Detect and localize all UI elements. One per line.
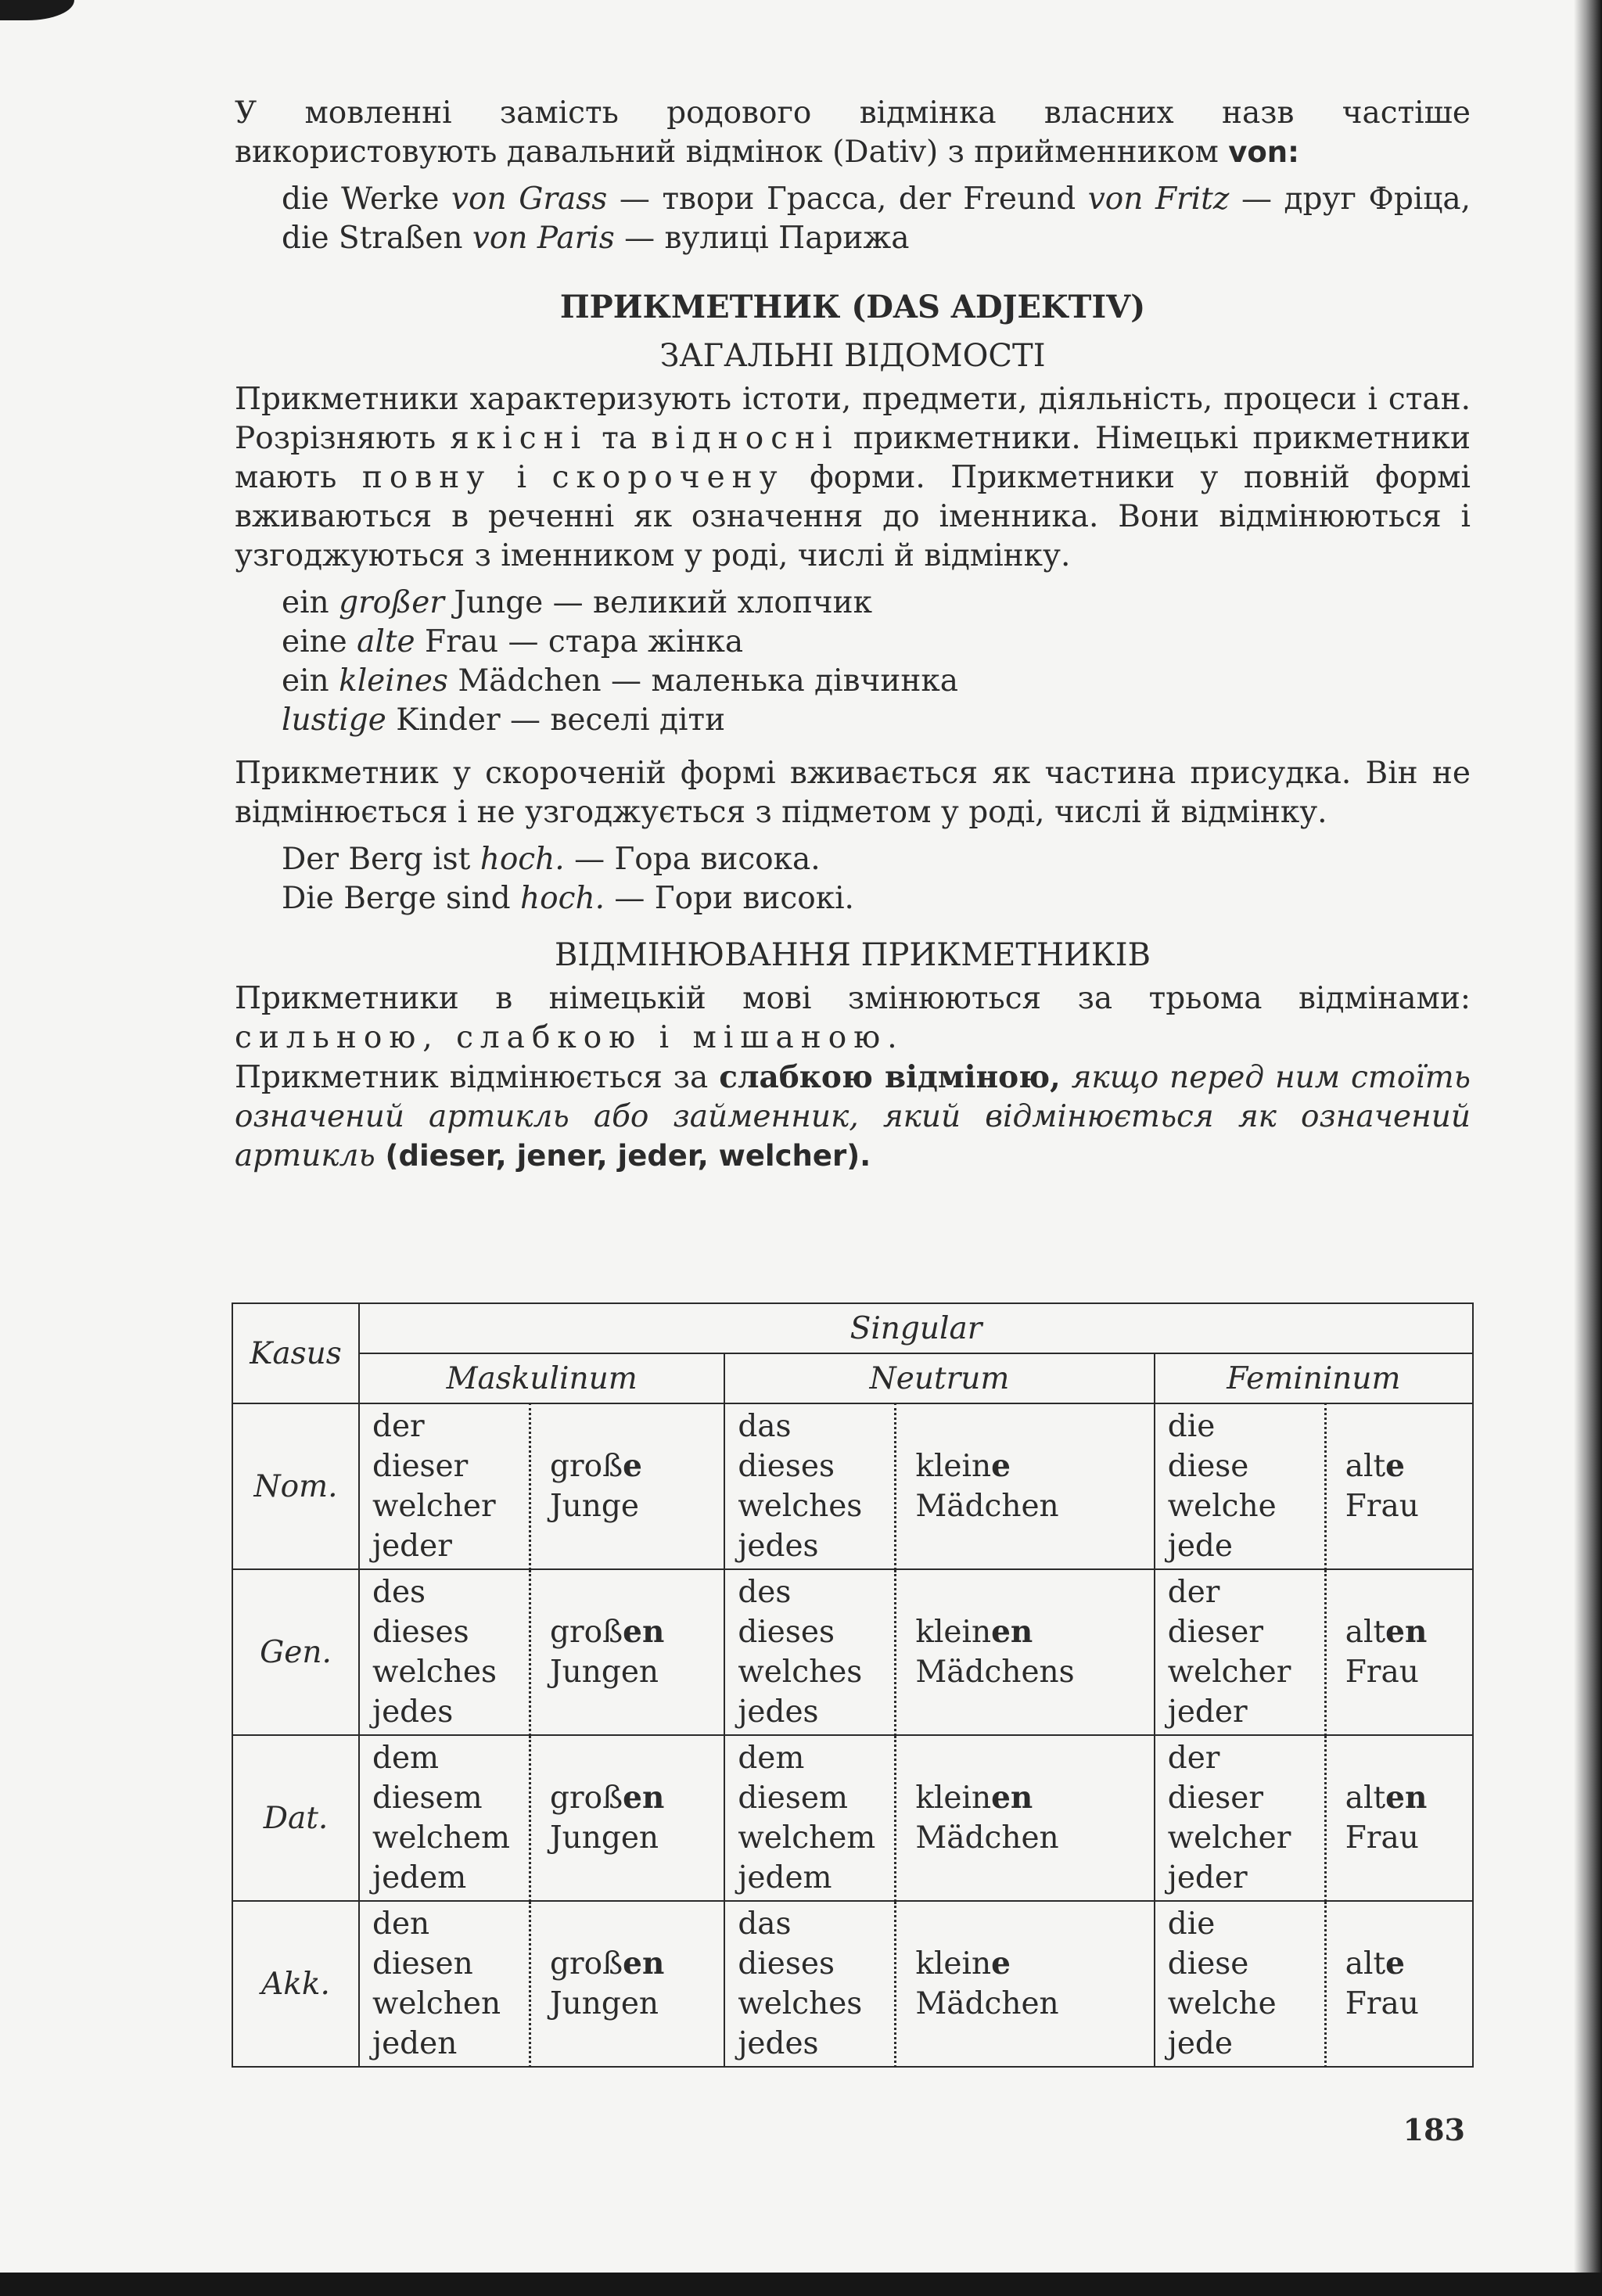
adjective — [915, 1778, 1153, 1818]
adj-ending: e — [623, 1448, 642, 1484]
section-subtitle-general: ЗАГАЛЬНІ ВІДОМОСТІ — [659, 338, 1046, 374]
article: jedes — [372, 1694, 454, 1730]
article: dieses — [738, 1449, 835, 1484]
article: jeder — [1167, 1860, 1248, 1895]
paragraph-declensions — [235, 979, 1471, 1058]
adj-stem: groß — [550, 1449, 623, 1484]
adjective — [550, 1612, 724, 1652]
articles-neutrum — [724, 1403, 896, 1569]
ex-post: Kinder — веселі діти — [386, 702, 726, 738]
article: jeden — [372, 2026, 458, 2061]
p1-c: та — [587, 421, 652, 456]
article: dieser — [1167, 1615, 1264, 1650]
header-femininum: Femininum — [1155, 1353, 1473, 1403]
p1-f: повну — [361, 460, 492, 495]
adjective-femininum — [1325, 1901, 1473, 2067]
example-line — [282, 662, 1471, 701]
scan-shadow-bottom-edge — [0, 2273, 1602, 2296]
adjective — [1345, 1944, 1472, 1984]
adj-stem: groß — [550, 1946, 623, 1982]
articles-maskulinum — [359, 1901, 530, 2067]
adjective-neutrum — [896, 1569, 1155, 1735]
intro-ex-d: von Fritz — [1087, 181, 1230, 217]
article: welche — [1167, 1489, 1277, 1524]
p1-g: і — [491, 460, 552, 495]
adj-stem: alt — [1345, 1449, 1386, 1484]
noun: Jungen — [550, 1820, 659, 1856]
adj-stem: alt — [1345, 1615, 1386, 1650]
adj-stem: klein — [915, 1615, 992, 1650]
ex-adj: hoch. — [520, 881, 605, 916]
p1-i: форми. Прикметники у повній формі вживаються в реченні як означення до іменника. Вони відмінюються і узгоджуються з іменником у роді, числі й відмінку. — [235, 460, 1471, 573]
adj-ending: en — [623, 1780, 665, 1816]
intro-text: У мовленні замість родового відмінка власних назв частіше використовують давальний відмінок (Dativ) з прийменником — [235, 95, 1471, 170]
article: die — [1167, 1409, 1216, 1444]
article: diese — [1167, 1946, 1249, 1982]
examples-full-form — [235, 584, 1471, 740]
case-label: Dat. — [232, 1735, 359, 1901]
article: welches — [738, 1986, 863, 2021]
example-line — [282, 584, 1471, 623]
article: welchen — [372, 1986, 501, 2021]
noun: Frau — [1345, 1820, 1419, 1856]
header-singular: Singular — [359, 1303, 1473, 1353]
articles-neutrum — [724, 1735, 896, 1901]
example-line — [282, 701, 1471, 740]
table-row — [232, 1735, 1473, 1901]
p1-a: Прикметники характеризують істоти, предмети, діяльність, процеси і стан. Розрізняють — [235, 382, 1471, 456]
article: dieses — [372, 1615, 469, 1650]
article: jedem — [738, 1860, 832, 1895]
adj-ending: en — [623, 1946, 665, 1982]
article: jeder — [372, 1529, 452, 1564]
adj-ending: en — [623, 1614, 665, 1650]
adj-ending: e — [991, 1448, 1011, 1484]
table-row — [232, 1569, 1473, 1735]
article: des — [738, 1575, 792, 1610]
intro-von: von: — [1228, 135, 1299, 169]
article: dieses — [738, 1946, 835, 1982]
header-maskulinum: Maskulinum — [359, 1353, 724, 1403]
page-number: 183 — [1403, 2112, 1465, 2147]
adj-stem: groß — [550, 1780, 623, 1816]
articles-femininum — [1155, 1403, 1326, 1569]
adj-ending: e — [1385, 1946, 1405, 1982]
article: welcher — [1167, 1820, 1291, 1856]
article: der — [1167, 1741, 1220, 1776]
articles-maskulinum — [359, 1569, 530, 1735]
adj-ending: e — [991, 1946, 1011, 1982]
noun: Mädchens — [915, 1655, 1075, 1690]
ex-adj: alte — [357, 624, 415, 659]
table-row — [232, 1403, 1473, 1569]
article: jede — [1167, 1529, 1233, 1564]
adjective-femininum — [1325, 1735, 1473, 1901]
intro-ex-g: — вулиці Парижа — [614, 221, 910, 256]
adjective — [550, 1778, 724, 1818]
p1-b: якісні — [450, 421, 588, 456]
adjective-neutrum — [896, 1735, 1155, 1901]
header-kasus: Kasus — [232, 1303, 359, 1403]
ex-adj: lustige — [282, 702, 386, 738]
case-label: Nom. — [232, 1403, 359, 1569]
adj-ending: en — [1385, 1614, 1428, 1650]
example-line — [282, 840, 1471, 879]
section-title: ПРИКМЕТНИК (DAS ADJEKTIV) — [559, 289, 1146, 325]
intro-examples — [235, 180, 1471, 258]
article: diesen — [372, 1946, 473, 1982]
declension-table — [232, 1303, 1474, 2068]
adjective-femininum — [1325, 1569, 1473, 1735]
adj-stem: klein — [915, 1780, 992, 1816]
p1-d: відносні — [651, 421, 839, 456]
article: welchem — [372, 1820, 510, 1856]
intro-ex-b: von Grass — [451, 181, 608, 217]
articles-maskulinum — [359, 1735, 530, 1901]
intro-paragraph — [235, 94, 1471, 172]
article: diesem — [738, 1780, 848, 1816]
examples-short-form — [235, 840, 1471, 918]
adj-stem: klein — [915, 1946, 992, 1982]
noun: Frau — [1345, 1986, 1419, 2021]
header-neutrum: Neutrum — [724, 1353, 1154, 1403]
adjective — [915, 1612, 1153, 1652]
noun: Junge — [550, 1489, 639, 1524]
adjective-maskulinum — [530, 1735, 725, 1901]
article: welches — [738, 1489, 863, 1524]
article: das — [738, 1906, 792, 1942]
intro-ex-a: die Werke — [282, 181, 452, 217]
adjective — [550, 1446, 724, 1486]
articles-maskulinum — [359, 1403, 530, 1569]
articles-neutrum — [724, 1901, 896, 2067]
adjective — [915, 1446, 1153, 1486]
article: welche — [1167, 1986, 1277, 2021]
article: der — [372, 1409, 425, 1444]
table-row — [232, 1901, 1473, 2067]
article: welchem — [738, 1820, 876, 1856]
adjective — [915, 1944, 1153, 1984]
article: dem — [738, 1741, 805, 1776]
example-line — [282, 623, 1471, 662]
articles-neutrum — [724, 1569, 896, 1735]
article: welches — [372, 1655, 497, 1690]
p4-b: слабкою відміною, — [719, 1059, 1061, 1095]
intro-ex-f: von Paris — [472, 221, 615, 256]
article: welches — [738, 1655, 863, 1690]
adjective-femininum — [1325, 1403, 1473, 1569]
ex-post: Frau — стара жінка — [415, 624, 744, 659]
article: dem — [372, 1741, 440, 1776]
adj-ending: en — [991, 1780, 1033, 1816]
adj-stem: klein — [915, 1449, 992, 1484]
article: dieser — [1167, 1780, 1264, 1816]
adj-stem: groß — [550, 1615, 623, 1650]
article: des — [372, 1575, 426, 1610]
adjective — [1345, 1446, 1472, 1486]
ex-pre: eine — [282, 624, 357, 659]
adjective — [1345, 1778, 1472, 1818]
article: jede — [1167, 2026, 1233, 2061]
ex-pre: Der Berg ist — [282, 842, 480, 877]
adjective — [550, 1944, 724, 1984]
intro-ex-c: — твори Грасса, der Freund — [607, 181, 1088, 217]
ex-pre: ein — [282, 585, 339, 620]
ex-post: — Гора висока. — [564, 842, 821, 877]
ex-adj: kleines — [339, 663, 448, 699]
article: diesem — [372, 1780, 483, 1816]
ex-pre: Die Berge sind — [282, 881, 521, 916]
p1-h: скорочену — [551, 460, 785, 495]
article: welcher — [372, 1489, 496, 1524]
ex-pre: ein — [282, 663, 339, 699]
articles-femininum — [1155, 1569, 1326, 1735]
article: jeder — [1167, 1694, 1248, 1730]
paragraph-general — [235, 380, 1471, 576]
p4-c: якщо перед ним стоїть означений артикль або займенник, який відмінюється як означений артикль — [235, 1060, 1471, 1173]
ex-adj: hoch. — [480, 842, 565, 877]
case-label: Akk. — [232, 1901, 359, 2067]
p4-a: Прикметник відмінюється за — [235, 1060, 720, 1095]
article: der — [1167, 1575, 1220, 1610]
noun: Jungen — [550, 1655, 659, 1690]
p3-a: Прикметники в німецькій мові змінюються за трьома відмінами: — [235, 981, 1471, 1016]
adj-ending: en — [1385, 1780, 1428, 1816]
adjective-maskulinum — [530, 1569, 725, 1735]
ex-adj: großer — [339, 585, 444, 620]
noun: Mädchen — [915, 1820, 1059, 1856]
intro-ex-e: — друг Фріца, die Straßen — [282, 181, 1471, 256]
article: den — [372, 1906, 430, 1942]
p1-e: прикметники. Німецькі прикметники мають — [235, 421, 1471, 495]
scan-shadow-corner — [0, 0, 74, 20]
article: dieses — [738, 1615, 835, 1650]
adj-ending: en — [991, 1614, 1033, 1650]
article: welcher — [1167, 1655, 1291, 1690]
paragraph-short-form: Прикметник у скороченій формі вживається як частина присудка. Він не відмінюється і не узгоджується з підметом у роді, числі й відмінку. — [235, 756, 1471, 830]
articles-femininum — [1155, 1735, 1326, 1901]
noun: Mädchen — [915, 1489, 1059, 1524]
article: jedes — [738, 1694, 819, 1730]
noun: Frau — [1345, 1655, 1419, 1690]
noun: Jungen — [550, 1986, 659, 2021]
p3-b: сильною, слабкою і мішаною. — [235, 1020, 904, 1055]
noun: Mädchen — [915, 1986, 1059, 2021]
article: die — [1167, 1906, 1216, 1942]
articles-femininum — [1155, 1901, 1326, 2067]
adj-stem: alt — [1345, 1946, 1386, 1982]
article: das — [738, 1409, 792, 1444]
example-line — [282, 879, 1471, 918]
adjective-maskulinum — [530, 1403, 725, 1569]
article: diese — [1167, 1449, 1249, 1484]
ex-post: Mädchen — маленька дівчинка — [447, 663, 958, 699]
adj-ending: e — [1385, 1448, 1405, 1484]
article: jedes — [738, 1529, 819, 1564]
noun: Frau — [1345, 1489, 1419, 1524]
adjective — [1345, 1612, 1472, 1652]
section-subtitle-declension: ВІДМІНЮВАННЯ ПРИКМЕТНИКІВ — [555, 937, 1151, 973]
adjective-neutrum — [896, 1901, 1155, 2067]
ex-post: Junge — великий хлопчик — [444, 585, 873, 620]
case-label: Gen. — [232, 1569, 359, 1735]
adj-stem: alt — [1345, 1780, 1386, 1816]
paragraph-weak-declension — [235, 1058, 1471, 1176]
ex-post: — Гори високі. — [604, 881, 854, 916]
adjective-neutrum — [896, 1403, 1155, 1569]
article: jedes — [738, 2026, 819, 2061]
scan-shadow-right-edge — [1574, 0, 1602, 2296]
p4-d: (dieser, jener, jeder, welcher). — [375, 1139, 871, 1173]
adjective-maskulinum — [530, 1901, 725, 2067]
article: jedem — [372, 1860, 467, 1895]
article: dieser — [372, 1449, 469, 1484]
page-content — [235, 94, 1471, 1176]
